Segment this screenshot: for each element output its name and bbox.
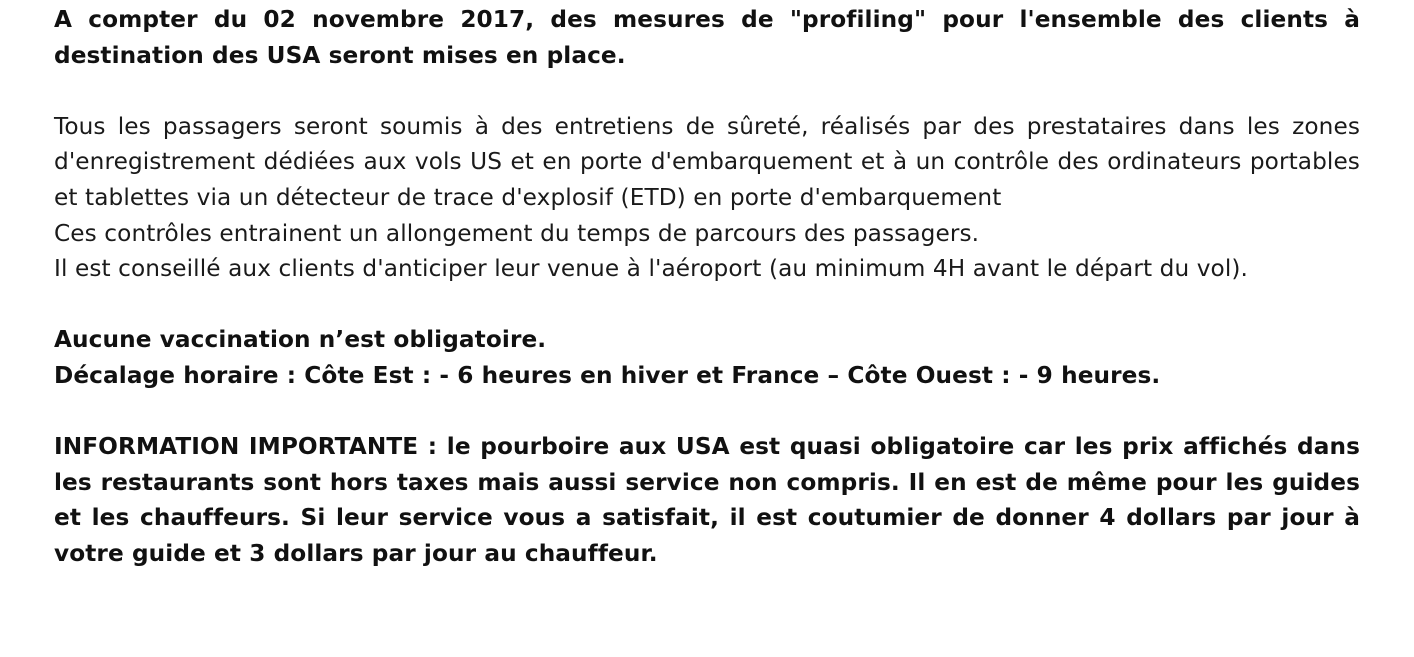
vaccination-notice: Aucune vaccination n’est obligatoire. (54, 326, 547, 354)
time-difference-notice: Décalage horaire : Côte Est : - 6 heures en hiver et France – Côte Ouest : - 9 heures. (54, 361, 1161, 389)
profiling-notice: A compter du 02 novembre 2017, des mesures de "profiling" pour l'ensemble des clients à destination des USA seront mises en place. (54, 6, 1360, 69)
spacer (54, 73, 1360, 109)
controls-delay-paragraph: Ces contrôles entrainent un allongement du temps de parcours des passagers. (54, 219, 980, 247)
spacer (54, 287, 1360, 323)
important-tipping-notice: INFORMATION IMPORTANTE : le pourboire aux USA est quasi obligatoire car les prix affichés dans les restaurants sont hors taxes mais aussi service non compris. Il en est de même pour les guides et les chauffeurs. Si leur service vous a satisfait, il est coutumier de donner 4 dollars par jour à votre guide et 3 dollars par jour au chauffeur. (54, 433, 1360, 567)
document-body (54, 2, 1360, 572)
spacer (54, 394, 1360, 430)
arrival-advice-paragraph: Il est conseillé aux clients d'anticiper leur venue à l'aéroport (au minimum 4H avant le départ du vol). (54, 255, 1248, 283)
security-interviews-paragraph: Tous les passagers seront soumis à des entretiens de sûreté, réalisés par des prestataires dans les zones d'enregistrement dédiées aux vols US et en porte d'embarquement et à un contrôle des ordinateurs portables et tablettes via un détecteur de trace d'explosif (ETD) en porte d'embarquement (54, 112, 1360, 211)
